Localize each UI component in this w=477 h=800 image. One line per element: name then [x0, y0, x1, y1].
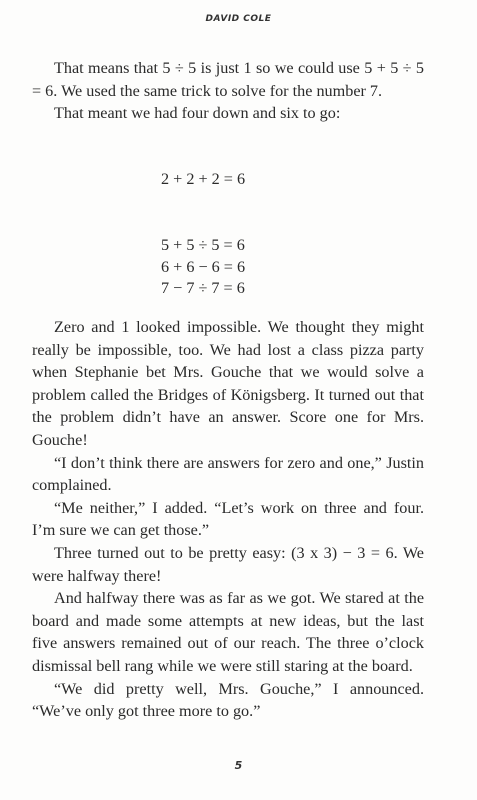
paragraph: Three turned out to be pretty easy: (3 x 3) − 3 = 6. We were halfway there! — [32, 543, 424, 585]
equation: 5 + 5 ÷ 5 = 6 — [161, 236, 245, 254]
paragraph: “Me neither,” I added. “Let’s work on three and four. I’m sure we can get those.” — [32, 498, 424, 540]
paragraph: “I don’t think there are answers for zero and one,” Justin complained. — [32, 453, 424, 495]
page-number: 5 — [234, 759, 243, 772]
paragraph: That meant we had four down and six to go: — [54, 104, 341, 123]
equation: 7 − 7 ÷ 7 = 6 — [161, 279, 245, 297]
text-block-bottom — [32, 316, 424, 723]
running-header-author: DAVID COLE — [205, 14, 272, 24]
equation: 6 + 6 − 6 = 6 — [161, 258, 246, 276]
equation: 2 + 2 + 2 = 6 — [161, 170, 246, 188]
paragraph: “We did pretty well, Mrs. Gouche,” I announced. “We’ve only got three more to go.” — [32, 679, 424, 721]
text-block-top — [32, 57, 424, 125]
paragraph: Zero and 1 looked impossible. We thought they might really be impossible, too. We had lost a class pizza party when Stephanie bet Mrs. Gouche that we would solve a problem called the Bridges of Königsberg. It turned out that the problem didn’t have an answer. Score one for Mrs. Gouche! — [32, 318, 424, 449]
paragraph: And halfway there was as far as we got. We stared at the board and made some attempts at new ideas, but the last five answers remained out of our reach. The three o’clock dismissal bell rang while we were still staring at the board. — [32, 589, 424, 675]
paragraph: That means that 5 ÷ 5 is just 1 so we could use 5 + 5 ÷ 5 = 6. We used the same trick to solve for the number 7. — [32, 59, 424, 100]
